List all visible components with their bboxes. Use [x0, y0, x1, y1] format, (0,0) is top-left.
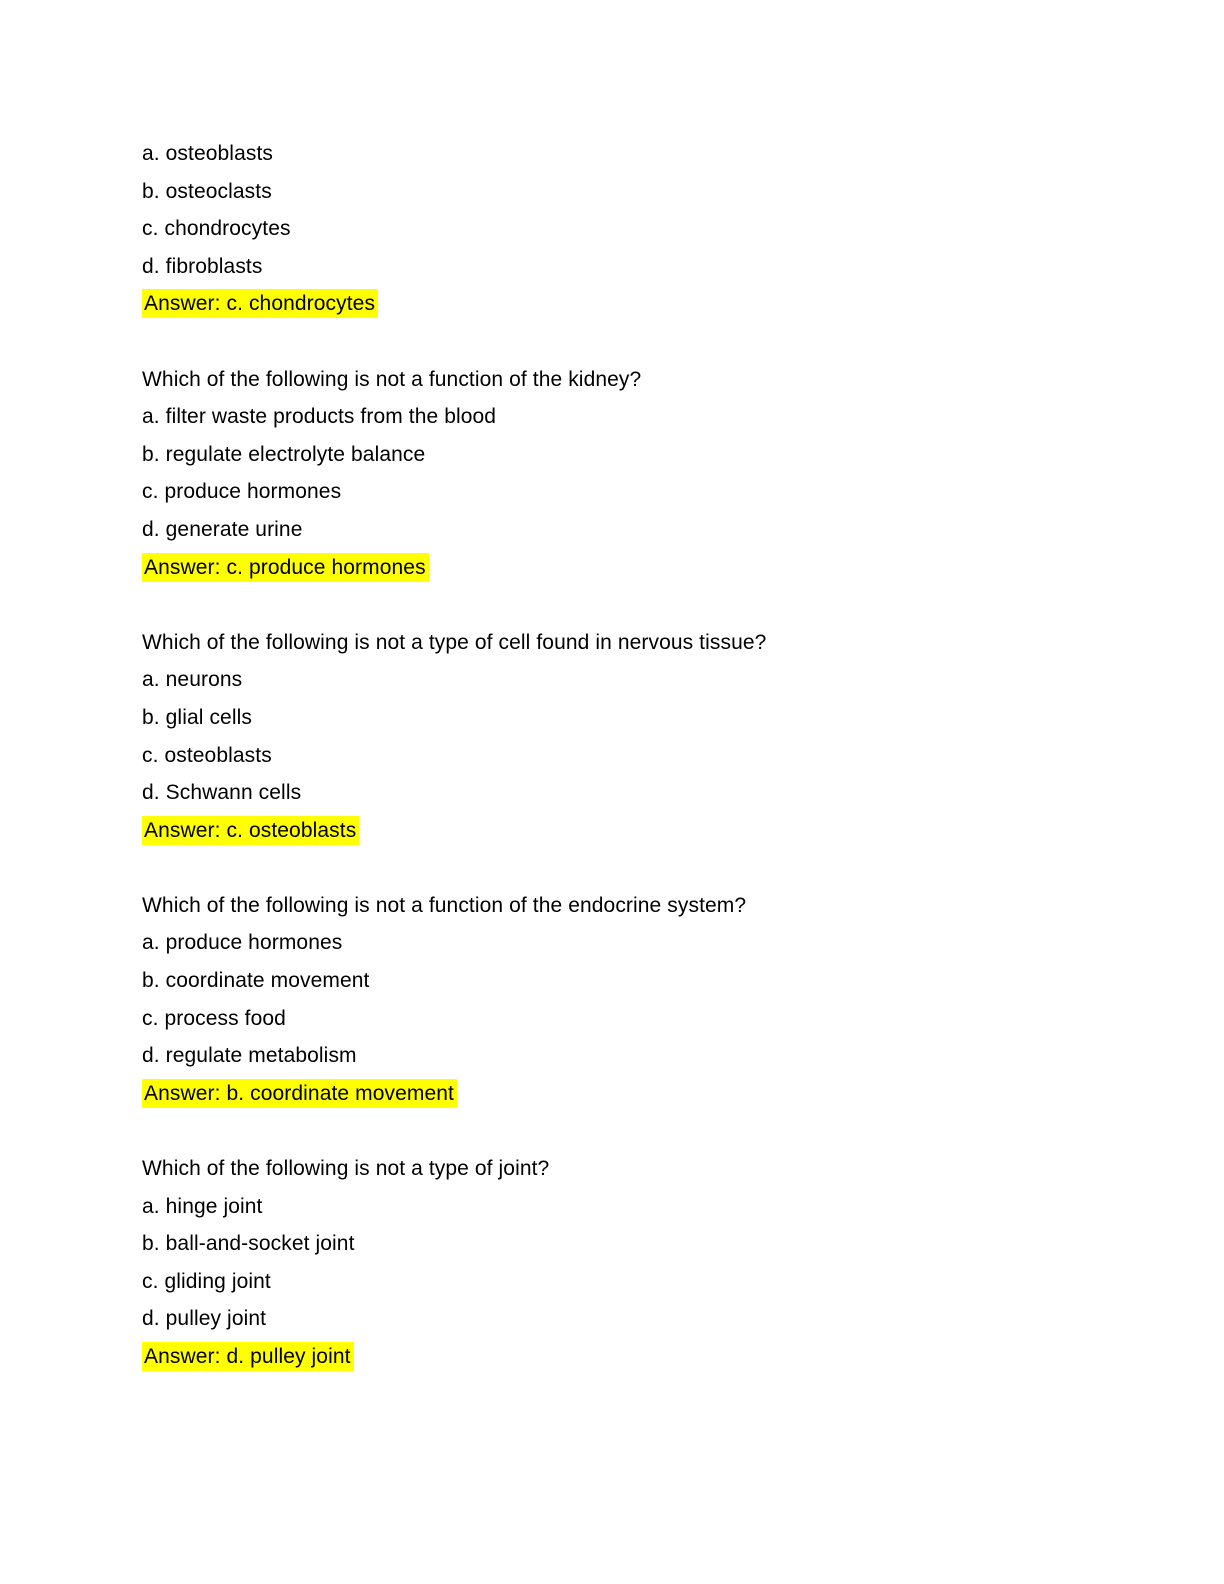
answer-line: [142, 285, 1124, 323]
answer-highlight: Answer: c. chondrocytes: [142, 289, 378, 318]
answer-line: [142, 812, 1124, 850]
option: d. fibroblasts: [142, 254, 263, 278]
option: d. pulley joint: [142, 1307, 267, 1331]
option: b. coordinate movement: [142, 969, 370, 993]
question-block-2: [142, 361, 1124, 587]
option: d. regulate metabolism: [142, 1044, 357, 1068]
answer-line: [142, 1075, 1124, 1113]
option: a. neurons: [142, 668, 243, 692]
answer-line: [142, 1338, 1124, 1376]
option: d. generate urine: [142, 517, 303, 541]
question-block-5: [142, 1150, 1124, 1376]
option: c. osteoblasts: [142, 743, 272, 767]
question-text: Which of the following is not a type of cell found in nervous tissue?: [142, 630, 767, 654]
question-block-3: [142, 624, 1124, 850]
answer-highlight: Answer: d. pulley joint: [142, 1342, 354, 1371]
option: a. hinge joint: [142, 1194, 263, 1218]
question-block-1: [142, 135, 1124, 323]
option: c. produce hormones: [142, 480, 342, 504]
option: b. glial cells: [142, 705, 252, 729]
answer-highlight: Answer: b. coordinate movement: [142, 1079, 457, 1108]
option: c. process food: [142, 1006, 286, 1030]
option: b. osteoclasts: [142, 179, 272, 203]
option: b. ball-and-socket joint: [142, 1232, 355, 1256]
answer-highlight: Answer: c. osteoblasts: [142, 816, 359, 845]
answer-line: [142, 549, 1124, 587]
answer-highlight: Answer: c. produce hormones: [142, 553, 429, 582]
question-block-4: [142, 887, 1124, 1113]
question-text: Which of the following is not a function of the kidney?: [142, 367, 642, 391]
option: a. produce hormones: [142, 931, 343, 955]
question-text: Which of the following is not a function of the endocrine system?: [142, 893, 747, 917]
option: b. regulate electrolyte balance: [142, 442, 426, 466]
option: d. Schwann cells: [142, 781, 302, 805]
option: a. filter waste products from the blood: [142, 405, 497, 429]
option: c. chondrocytes: [142, 217, 291, 241]
question-text: Which of the following is not a type of joint?: [142, 1157, 550, 1181]
option: c. gliding joint: [142, 1269, 271, 1293]
option: a. osteoblasts: [142, 142, 273, 165]
